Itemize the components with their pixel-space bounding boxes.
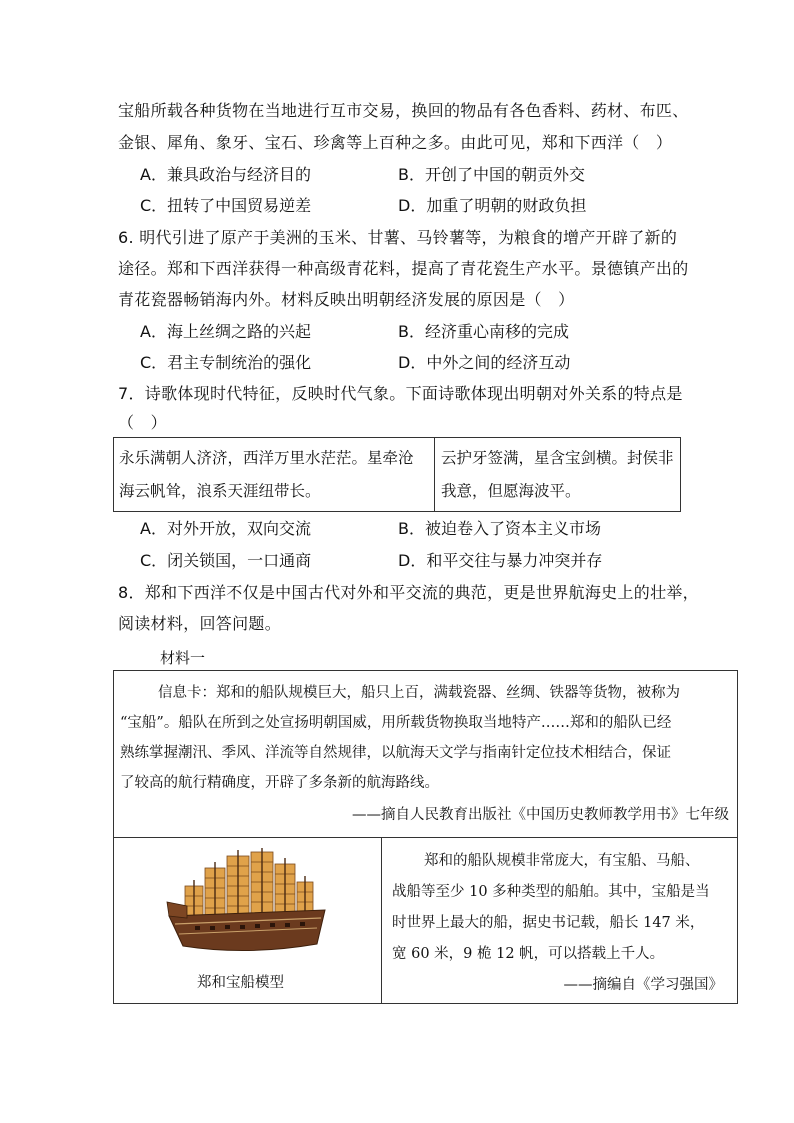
q5-option-b[interactable]: B．开创了中国的朝贡外交: [398, 165, 585, 184]
right-text-line-4: 宽 60 米，9 桅 12 帆，可以搭载上千人。: [392, 946, 665, 962]
right-text-line-3: 时世界上最大的船，据史书记载，船长 147 米，: [392, 915, 705, 931]
ship-caption: 郑和宝船模型: [197, 975, 284, 991]
q7-line-2: （ ）: [118, 413, 167, 432]
info-card-source: ——摘自人民教育出版社《中国历史教师教学用书》七年级: [352, 807, 729, 823]
material-label: 材料一: [160, 649, 206, 667]
q6-line-1: 6. 明代引进了原产于美洲的玉米、甘薯、马铃薯等，为粮食的增产开辟了新的: [118, 228, 678, 247]
info-card-line-4: 了较高的航行精确度，开辟了多条新的航海路线。: [120, 775, 439, 791]
q6-option-d[interactable]: D．中外之间的经济互动: [398, 353, 571, 372]
poem-left-line-1: 永乐满朝人济济，西洋万里水茫茫。星牵沧: [119, 449, 414, 467]
q6-option-b[interactable]: B．经济重心南移的完成: [398, 322, 569, 341]
q7-option-a[interactable]: A．对外开放，双向交流: [140, 519, 311, 538]
q5-option-d[interactable]: D．加重了明朝的财政负担: [398, 196, 587, 215]
info-card-line-3: 熟练掌握潮汛、季风、洋流等自然规律，以航海天文学与指南针定位技术相结合，保证: [120, 745, 671, 761]
treasure-ship-model-image: [165, 848, 330, 963]
info-card-line-1: 信息卡：郑和的船队规模巨大，船只上百，满载瓷器、丝绸、铁器等货物，被称为: [158, 685, 680, 701]
q8-line-2: 阅读材料，回答问题。: [118, 614, 282, 633]
right-text-line-1: 郑和的船队规模非常庞大，有宝船、马船、: [424, 853, 700, 869]
q8-line-1: 8．郑和下西洋不仅是中国古代对外和平交流的典范，更是世界航海史上的壮举，: [118, 583, 699, 602]
material-divider-vertical: [381, 837, 382, 1004]
material-divider-horizontal: [114, 837, 737, 838]
q6-line-3: 青花瓷器畅销海内外。材料反映出明朝经济发展的原因是（ ）: [118, 290, 575, 309]
q5-line-2: 金银、犀角、象牙、宝石、珍禽等上百种之多。由此可见，郑和下西洋（ ）: [118, 133, 673, 152]
q5-option-a[interactable]: A．兼具政治与经济目的: [140, 165, 311, 184]
poem-table: [113, 437, 681, 512]
poem-right-line-2: 我意，但愿海波平。: [441, 482, 581, 500]
q6-line-2: 途径。郑和下西洋获得一种高级青花料，提高了青花瓷生产水平。景德镇产出的: [118, 259, 689, 278]
q6-option-c[interactable]: C．君主专制统治的强化: [140, 353, 312, 372]
q7-option-b[interactable]: B．被迫卷入了资本主义市场: [398, 519, 601, 538]
info-card-line-2: “宝船”。船队在所到之处宣扬明朝国威，用所载货物换取当地特产……郑和的船队已经: [120, 715, 672, 731]
poem-right-line-1: 云护牙签满，星含宝剑横。封侯非: [441, 449, 674, 467]
q5-line-1: 宝船所载各种货物在当地进行互市交易，换回的物品有各色香料、药材、布匹、: [118, 101, 689, 120]
q7-line-1: 7．诗歌体现时代特征，反映时代气象。下面诗歌体现出明朝对外关系的特点是: [118, 384, 683, 403]
q5-option-c[interactable]: C．扭转了中国贸易逆差: [140, 196, 312, 215]
poem-divider: [434, 438, 435, 511]
right-text-source: ——摘编自《学习强国》: [563, 977, 723, 993]
poem-left-line-2: 海云帆耸，浪系天涯纽带长。: [119, 482, 321, 500]
q7-option-d[interactable]: D．和平交往与暴力冲突并存: [398, 551, 603, 570]
right-text-line-2: 战船等至少 10 多种类型的船舶。其中，宝船是当: [392, 884, 710, 900]
q6-option-a[interactable]: A．海上丝绸之路的兴起: [140, 322, 311, 341]
q7-option-c[interactable]: C．闭关锁国，一口通商: [140, 551, 312, 570]
